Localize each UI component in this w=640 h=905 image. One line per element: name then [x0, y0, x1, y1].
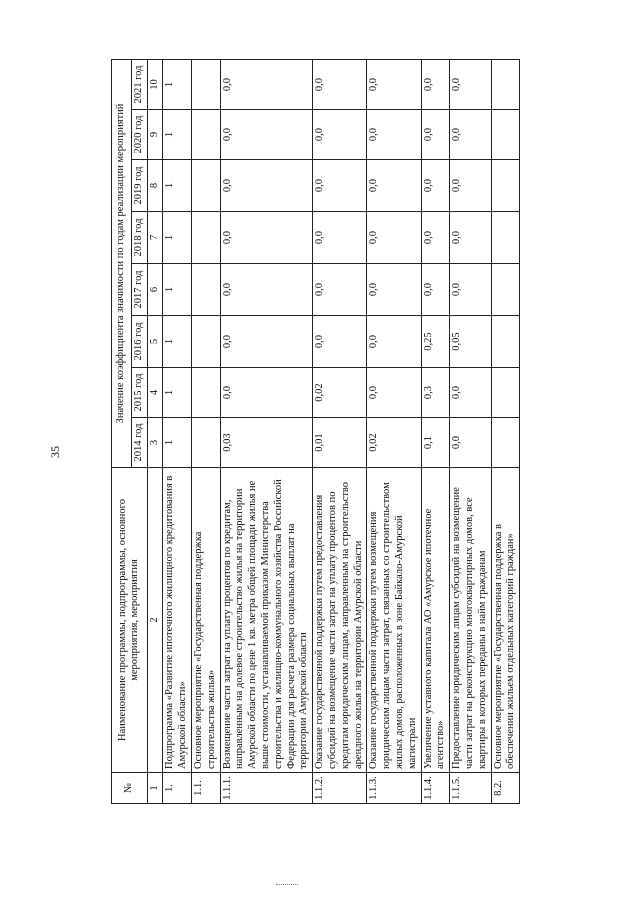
- header-row-1: [112, 60, 132, 804]
- row-value-2018-год: 0,0: [220, 212, 313, 264]
- row-value-2015-год: 0,0: [367, 368, 421, 418]
- table-row: [367, 60, 421, 804]
- table-row: [220, 60, 313, 804]
- row-value-2014-год: 0,01: [313, 418, 367, 468]
- table-body: [163, 60, 520, 804]
- header-year-1: 2014 год: [131, 418, 147, 468]
- row-value-2014-год: 0,03: [220, 418, 313, 468]
- row-value-2018-год: 1: [163, 212, 192, 264]
- header-year-5: 2018 год: [131, 212, 147, 264]
- row-value-2016-год: 0,25: [421, 316, 450, 368]
- header-year-2: 2015 год: [131, 368, 147, 418]
- row-value-2017-год: 0,0: [450, 264, 491, 316]
- row-name: Возмещение части затрат на уплату процентов по кредитам, направленным на долевое строительство жилья на территории Амурской области по цене 1 кв. метра общей площади жилья не выше стоимости, устанавливаемой приказом Министерства строительства и жилищно-коммунального хозяйства Российской Федерации для расчета размера социальных выплат на территории Амурской области: [220, 468, 313, 773]
- column-index-1: 1: [147, 773, 163, 804]
- row-value-2015-год: 0,02: [313, 368, 367, 418]
- row-value-2019-год: 0,0: [421, 160, 450, 212]
- row-number: 1.: [163, 773, 192, 804]
- row-value-2020-год: 0,0: [421, 110, 450, 160]
- header-year-6: 2019 год: [131, 160, 147, 212]
- row-value-2017-год: 0,0: [421, 264, 450, 316]
- header-year-8: 2021 год: [131, 60, 147, 110]
- row-name: Подпрограмма «Развитие ипотечного жилищного кредитования в Амурской области»: [163, 468, 192, 773]
- row-value-2021-год: [191, 60, 220, 110]
- row-value-2016-год: 0,0: [367, 316, 421, 368]
- row-value-2018-год: 0,0: [421, 212, 450, 264]
- row-name: Предоставление юридическим лицам субсидий на возмещение части затрат на реконструкцию многоквартирных домов, все квартиры в которых переданы в найм гражданам: [450, 468, 491, 773]
- column-index-9: 9: [147, 110, 163, 160]
- row-value-2017-год: 0,0: [220, 264, 313, 316]
- row-value-2019-год: 0,0: [450, 160, 491, 212]
- row-value-2020-год: [191, 110, 220, 160]
- row-number: 1.1.2.: [313, 773, 367, 804]
- row-value-2018-год: 0,0: [450, 212, 491, 264]
- table-row: [191, 60, 220, 804]
- row-value-2016-год: 0,05: [450, 316, 491, 368]
- row-value-2021-год: 0,0: [367, 60, 421, 110]
- row-value-2015-год: 0,0: [450, 368, 491, 418]
- row-value-2018-год: [191, 212, 220, 264]
- row-value-2021-год: [491, 60, 520, 110]
- row-value-2017-год: 0,0: [367, 264, 421, 316]
- row-value-2020-год: 1: [163, 110, 192, 160]
- row-value-2015-год: [191, 368, 220, 418]
- column-index-4: 4: [147, 368, 163, 418]
- row-value-2016-год: [491, 316, 520, 368]
- column-index-5: 5: [147, 316, 163, 368]
- row-number: 1.1.3.: [367, 773, 421, 804]
- row-value-2019-год: 1: [163, 160, 192, 212]
- row-number: 1.1.1.: [220, 773, 313, 804]
- row-value-2014-год: 1: [163, 418, 192, 468]
- column-index-10: 10: [147, 60, 163, 110]
- row-value-2014-год: [491, 418, 520, 468]
- column-index-6: 6: [147, 264, 163, 316]
- column-index-7: 7: [147, 212, 163, 264]
- row-value-2021-год: 0,0: [220, 60, 313, 110]
- row-value-2015-год: 0,0: [220, 368, 313, 418]
- header-year-3: 2016 год: [131, 316, 147, 368]
- row-value-2019-год: 0,0: [313, 160, 367, 212]
- column-index-8: 8: [147, 160, 163, 212]
- header-year-7: 2020 год: [131, 110, 147, 160]
- header-group: Значение коэффициента значимости по годам реализации мероприятий: [112, 60, 132, 468]
- row-value-2016-год: 0,0: [313, 316, 367, 368]
- row-name: Основное мероприятие «Государственная поддержка строительства жилья»: [191, 468, 220, 773]
- row-name: Основное мероприятие «Государственная поддержка в обеспечении жильем отдельных категорий граждан»: [491, 468, 520, 773]
- row-number: 1.1.5.: [450, 773, 491, 804]
- row-value-2014-год: 0,02: [367, 418, 421, 468]
- table-row: [450, 60, 491, 804]
- row-value-2020-год: 0,0: [313, 110, 367, 160]
- row-value-2017-год: 1: [163, 264, 192, 316]
- header-num: №: [112, 773, 148, 804]
- rotated-table-container: [111, 60, 523, 804]
- header-name: Наименование программы, подпрограммы, основного мероприятия, мероприятия: [112, 468, 148, 773]
- row-value-2016-год: [191, 316, 220, 368]
- row-value-2020-год: [491, 110, 520, 160]
- coefficient-table: [111, 59, 520, 804]
- row-value-2014-год: 0,0: [450, 418, 491, 468]
- row-name: Оказание государственной поддержки путем предоставления субсидий на возмещение части затрат на уплату процентов по кредитам юридическим лицам, направленным на строительство арендного жилья на территории Амурской области: [313, 468, 367, 773]
- row-name: Увеличение уставного капитала АО «Амурское ипотечное агентство»: [421, 468, 450, 773]
- row-number: 1.1.: [191, 773, 220, 804]
- page-number: 35: [48, 446, 62, 458]
- row-value-2018-год: 0,0: [313, 212, 367, 264]
- row-value-2019-год: 0,0: [367, 160, 421, 212]
- row-value-2021-год: 1: [163, 60, 192, 110]
- row-value-2017-год: [191, 264, 220, 316]
- row-value-2017-год: [491, 264, 520, 316]
- row-value-2021-год: 0,0: [421, 60, 450, 110]
- table-row: [313, 60, 367, 804]
- row-value-2019-год: 0,0: [220, 160, 313, 212]
- header-year-4: 2017 год: [131, 264, 147, 316]
- row-value-2015-год: 1: [163, 368, 192, 418]
- row-value-2020-год: 0,0: [367, 110, 421, 160]
- row-value-2019-год: [191, 160, 220, 212]
- table-row: [491, 60, 520, 804]
- row-name: Оказание государственной поддержки путем возмещения юридическим лицам части затрат, связанных со строительством жилых домов, расположенных в зоне Байкало-Амурской магистрали: [367, 468, 421, 773]
- column-index-3: 3: [147, 418, 163, 468]
- table-row: [421, 60, 450, 804]
- row-value-2019-год: [491, 160, 520, 212]
- row-value-2015-год: 0,3: [421, 368, 450, 418]
- row-value-2014-год: [191, 418, 220, 468]
- column-index-2: 2: [147, 468, 163, 773]
- row-value-2016-год: 1: [163, 316, 192, 368]
- row-value-2021-год: 0,0: [450, 60, 491, 110]
- row-value-2017-год: 0,0: [313, 264, 367, 316]
- row-value-2014-год: 0,1: [421, 418, 450, 468]
- row-value-2016-год: 0,0: [220, 316, 313, 368]
- index-row: [147, 60, 163, 804]
- row-value-2018-год: [491, 212, 520, 264]
- scan-artifact: [276, 884, 298, 889]
- row-value-2020-год: 0,0: [450, 110, 491, 160]
- row-value-2015-год: [491, 368, 520, 418]
- row-value-2020-год: 0,0: [220, 110, 313, 160]
- row-number: 1.1.4.: [421, 773, 450, 804]
- table-row: [163, 60, 192, 804]
- row-value-2018-год: 0,0: [367, 212, 421, 264]
- row-number: 8.2.: [491, 773, 520, 804]
- row-value-2021-год: 0,0: [313, 60, 367, 110]
